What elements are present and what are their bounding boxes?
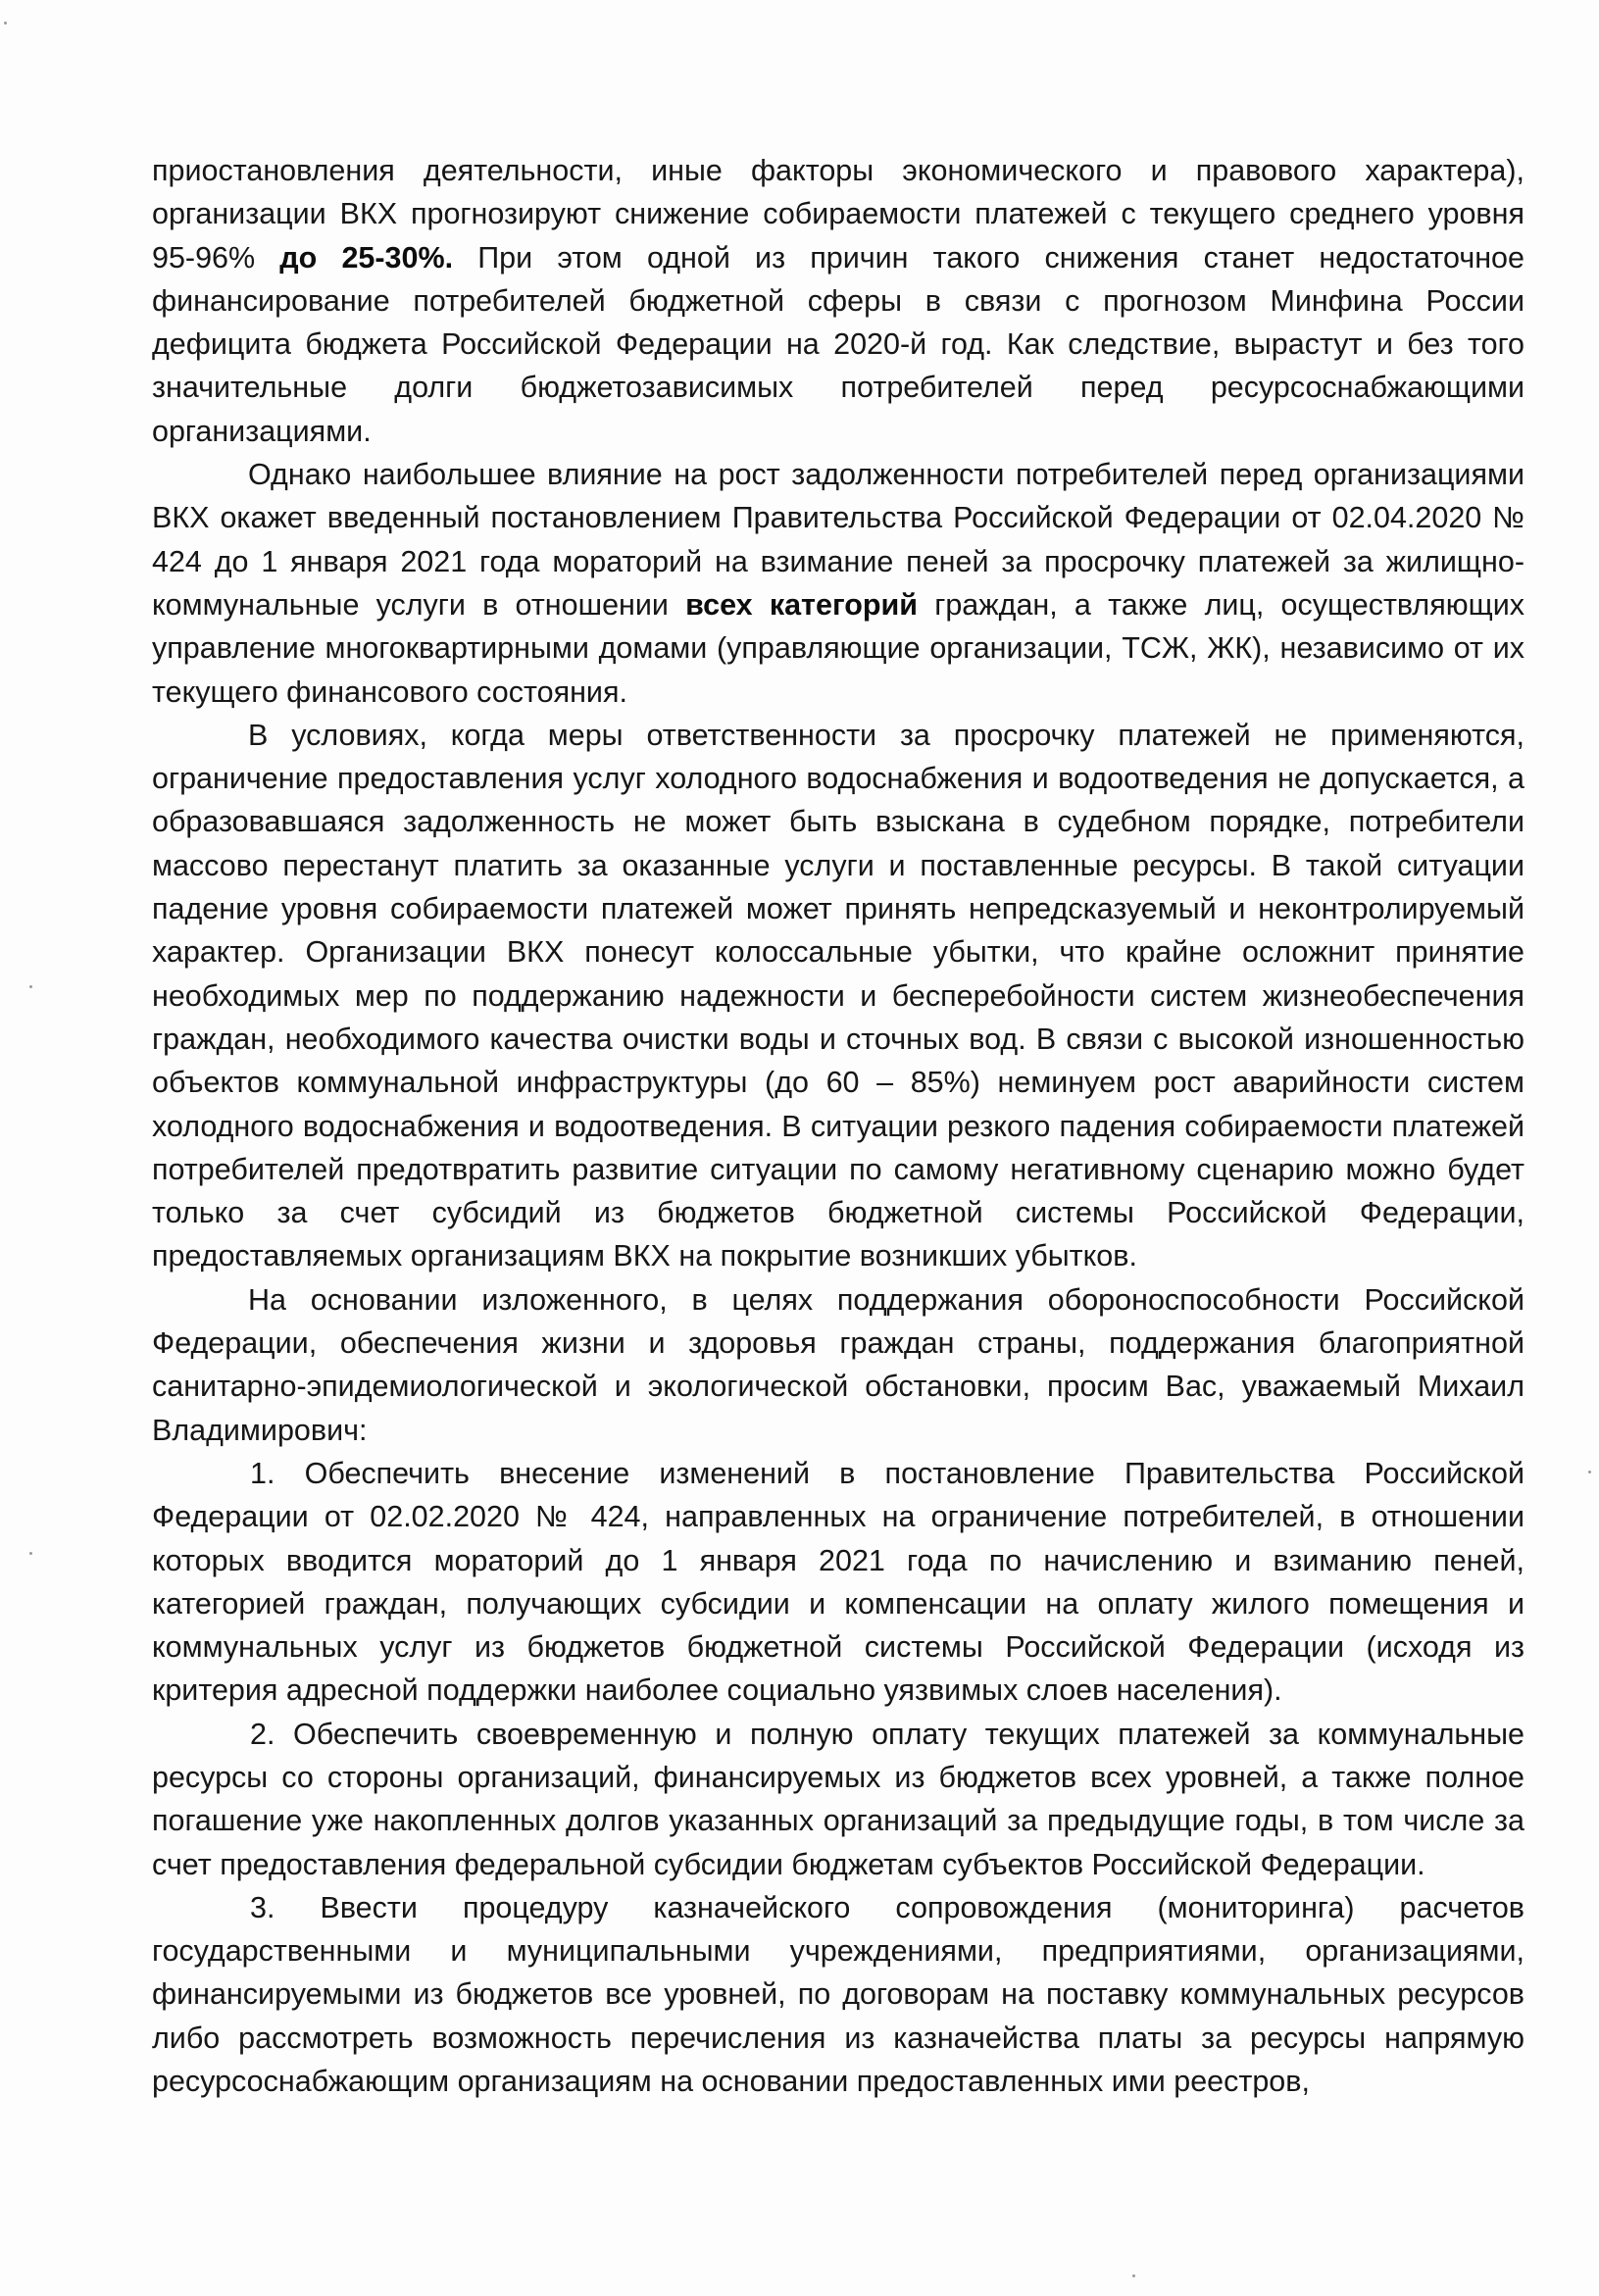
paragraph-text: При этом одной из причин такого снижения станет недостаточное финансирование потребителей бюджетной сферы в связи с прогнозом Минфина России дефицита бюджета Российской Федерации на 2020-й год. Как следствие, вырастут и без того значительные долги бюджетозависимых потребителей перед ресурсоснабжающими организациями. [152, 240, 1524, 448]
scan-speck [1588, 1471, 1591, 1473]
paragraph-text: Однако наибольшее влияние на рост задолженности потребителей перед организациями ВКХ окажет введенный постановлением Правительства Российской Федерации от 02.04.2020 № 424 до 1 января 2021 года мораторий на взимание пеней за просрочку платежей за жилищно-коммунальные услуги в отношении [152, 458, 1524, 622]
paragraph-moratorium [152, 453, 1524, 714]
scan-speck [1132, 2274, 1135, 2277]
request-item-2: 2. Обеспечить своевременную и полную оплату текущих платежей за коммунальные ресурсы со стороны организаций, финансируемых из бюджетов всех уровней, а также полное погашение уже накопленных долгов указанных организаций за предыдущие годы, в том числе за счет предоставления федеральной субсидии бюджетам субъектов Российской Федерации. [152, 1717, 1524, 1881]
request-item-1: 1. Обеспечить внесение изменений в постановление Правительства Российской Федерации от 02.02.2020 № 424, направленных на ограничение потребителей, в отношении которых вводится мораторий до 1 января 2021 года по начислению и взиманию пеней, категорией граждан, получающих субсидии и компенсации на оплату жилого помещения и коммунальных услуг из бюджетов бюджетной системы Российской Федерации (исходя из критерия адресной поддержки наиболее социально уязвимых слоев населения). [152, 1456, 1524, 1708]
bold-emphasis: до 25-30%. [279, 240, 454, 275]
bold-emphasis: всех категорий [685, 587, 919, 622]
scan-speck [29, 985, 32, 988]
letter-body [152, 149, 1524, 2103]
scan-speck [4, 22, 7, 25]
request-item-3: 3. Ввести процедуру казначейского сопровождения (мониторинга) расчетов государственными и муниципальными учреждениями, предприятиями, организациями, финансируемыми из бюджетов все уровней, по договорам на поставку коммунальных ресурсов либо рассмотреть возможность перечисления из казначейства платы за ресурсы напрямую ресурсоснабжающим организациям на основании предоставленных ими реестров, [152, 1890, 1524, 2099]
paragraph-consequences: В условиях, когда меры ответственности за просрочку платежей не применяются, ограничение предоставления услуг холодного водоснабжения и водоотведения не допускается, а образовавшаяся задолженность не может быть взыскана в судебном порядке, потребители массово перестанут платить за оказанные услуги и поставленные ресурсы. В такой ситуации падение уровня собираемости платежей может принять непредсказуемый и неконтролируемый характер. Организации ВКХ понесут колоссальные убытки, что крайне осложнит принятие необходимых мер по поддержанию надежности и бесперебойности систем жизнеобеспечения граждан, необходимого качества очистки воды и сточных вод. В связи с высокой изношенностью объектов коммунальной инфраструктуры (до 60 – 85%) неминуем рост аварийности систем холодного водоснабжения и водоотведения. В ситуации резкого падения собираемости платежей потребителей предотвратить развитие ситуации по самому негативному сценарию можно будет только за счет субсидий из бюджетов бюджетной системы Российской Федерации, предоставляемых организациям ВКХ на покрытие возникших убытков. [152, 718, 1524, 1273]
paragraph-request: На основании изложенного, в целях поддержания обороноспособности Российской Федерации, обеспечения жизни и здоровья граждан страны, поддержания благоприятной санитарно-эпидемиологической и экологической обстановки, просим Вас, уважаемый Михаил Владимирович: [152, 1282, 1524, 1447]
paragraph-text: граждан, а также лиц, осуществляющих управление многоквартирными домами (управляющие организации, ТСЖ, ЖК), независимо от их текущего финансового состояния. [152, 587, 1524, 709]
paragraph-continuation [152, 149, 1524, 453]
scan-speck [29, 1552, 32, 1555]
paragraph-text: приостановления деятельности, иные факторы экономического и правового характера), организации ВКХ прогнозируют снижение собираемости платежей с текущего среднего уровня 95-96% [152, 154, 1524, 275]
